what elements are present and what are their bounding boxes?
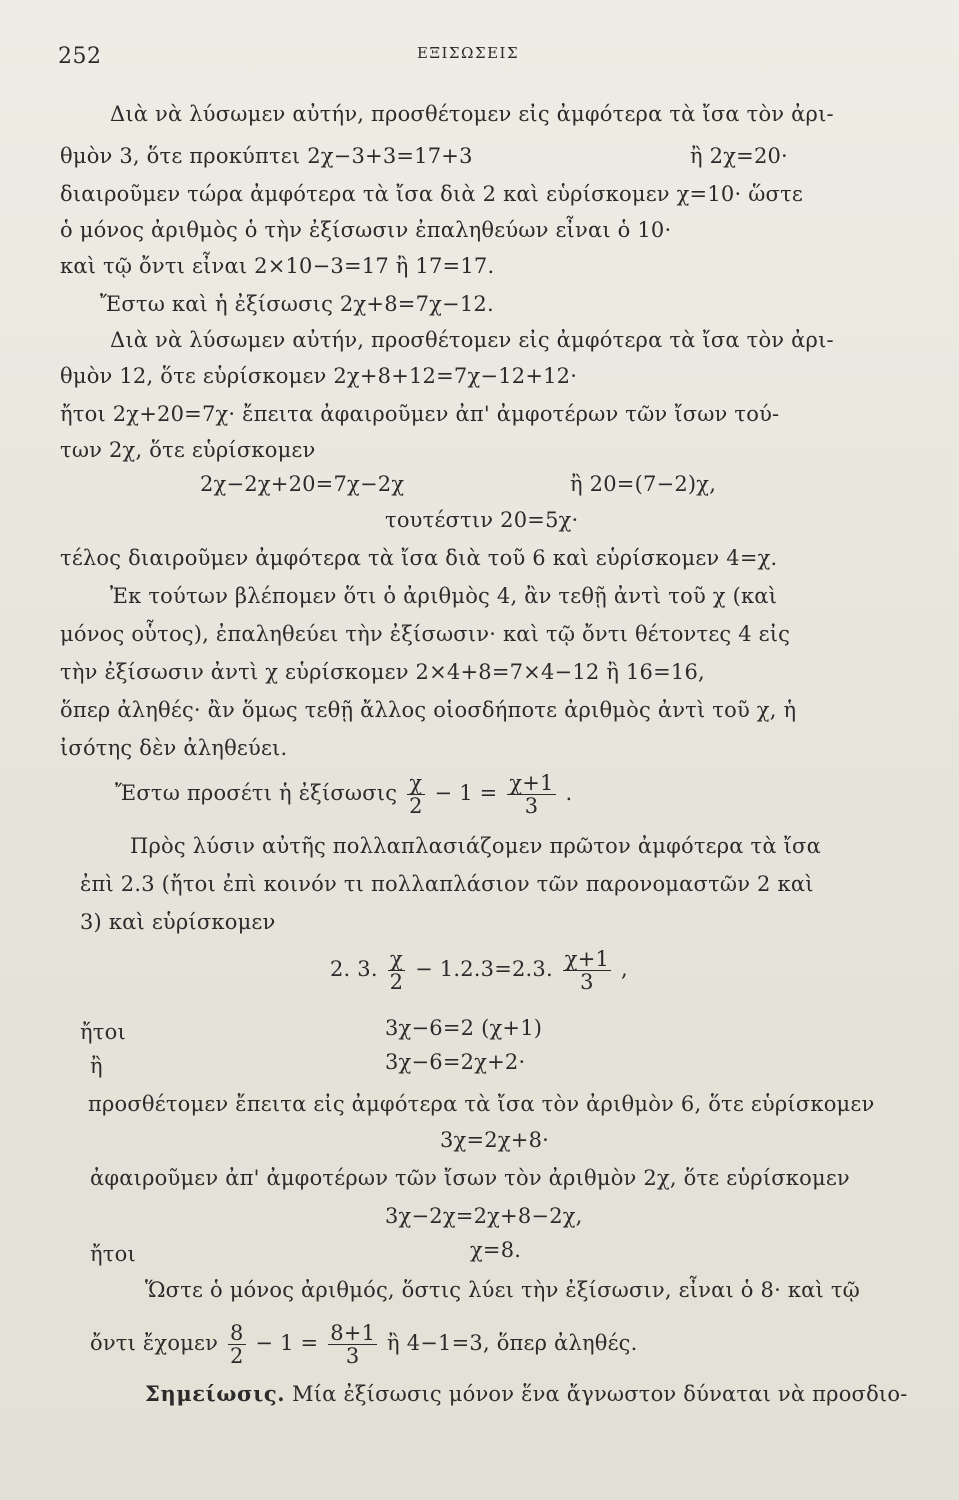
fraction-numerator: χ xyxy=(407,772,425,795)
fraction xyxy=(328,1322,377,1367)
text-line: Ἔστω καὶ ἡ ἐξίσωσις 2χ+8=7χ−12. xyxy=(100,292,494,316)
fraction-denominator: 2 xyxy=(229,1344,244,1368)
text-line: τέλος διαιροῦμεν ἀμφότερα τὰ ἴσα διὰ τοῦ 6 καὶ εὑρίσκομεν 4=χ. xyxy=(60,546,778,570)
equation-text: ὄντι ἔχομεν xyxy=(90,1331,219,1355)
fraction-numerator: χ+1 xyxy=(564,947,610,971)
text-line: διαιροῦμεν τώρα ἀμφότερα τὰ ἴσα διὰ 2 καὶ εὑρίσκομεν χ=10· ὥστε xyxy=(60,182,803,206)
text-line: Ὥστε ὁ μόνος ἀριθμός, ὅστις λύει τὴν ἐξίσωσιν, εἶναι ὁ 8· καὶ τῷ xyxy=(145,1278,860,1302)
text-line-part: ἢ 2χ=20· xyxy=(690,144,788,168)
text-line: Διὰ νὰ λύσωμεν αὐτήν, προσθέτομεν εἰς ἀμφότερα τὰ ἴσα τὸν ἀρι- xyxy=(110,328,834,352)
equation-line: χ=8. xyxy=(470,1238,522,1262)
fraction xyxy=(228,1322,246,1367)
equation-text: − 1.2.3=2.3. xyxy=(415,957,553,981)
equation-text: ἢ 4−1=3, ὅπερ ἀληθές. xyxy=(387,1331,638,1355)
equation-line: 3χ−6=2χ+2· xyxy=(385,1050,526,1074)
equation-line: τουτέστιν 20=5χ· xyxy=(385,508,579,532)
text-line: 3) καὶ εὑρίσκομεν xyxy=(80,910,276,934)
text-line-label: ἤτοι xyxy=(90,1242,136,1266)
equation-line: 3χ=2χ+8· xyxy=(440,1128,549,1152)
text-line xyxy=(60,142,473,170)
text-line: προσθέτομεν ἔπειτα εἰς ἀμφότερα τὰ ἴσα τὸν ἀριθμὸν 6, ὅτε εὑρίσκομεν xyxy=(88,1092,875,1116)
note-label: Σημείωσις. xyxy=(145,1381,286,1406)
note-text: Μία ἐξίσωσις μόνον ἕνα ἄγνωστον δύναται νὰ προσδιο- xyxy=(292,1382,908,1406)
fraction-numerator: 8 xyxy=(229,1321,244,1345)
fraction xyxy=(563,948,611,993)
fraction-denominator: 3 xyxy=(524,794,539,818)
text-line-label: ἢ xyxy=(90,1054,103,1078)
fraction-numerator: 8+1 xyxy=(330,1321,376,1345)
fraction xyxy=(388,948,406,993)
fraction-denominator: 2 xyxy=(409,794,423,818)
equation-text: − 1 = xyxy=(434,781,498,805)
equation-line: 2χ−2χ+20=7χ−2χ xyxy=(200,472,405,496)
equation-text: 2. 3. xyxy=(330,957,378,981)
fraction-denominator: 3 xyxy=(345,1344,360,1368)
fraction-numerator: χ+1 xyxy=(509,771,554,795)
text-line: Πρὸς λύσιν αὐτῆς πολλαπλασιάζομεν πρῶτον ἀμφότερα τὰ ἴσα xyxy=(130,834,821,858)
text-line: ἰσότης δὲν ἀληθεύει. xyxy=(60,736,288,760)
equation-text: , xyxy=(620,957,628,981)
text-line: ἀφαιροῦμεν ἀπ' ἀμφοτέρων τῶν ἴσων τὸν ἀριθμὸν 2χ, ὅτε εὑρίσκομεν xyxy=(90,1166,850,1190)
equation-text: Ἔστω προσέτι ἡ ἐξίσωσις xyxy=(115,781,398,805)
equation-line xyxy=(90,1322,638,1367)
text-line-part: θμὸν 3, ὅτε προκύπτει 2χ−3+3=17+3 xyxy=(60,144,473,168)
equation-text: . xyxy=(565,781,573,805)
equation-text: − 1 = xyxy=(255,1331,319,1355)
fraction-denominator: 3 xyxy=(580,970,594,994)
fraction-denominator: 2 xyxy=(389,970,404,994)
text-line: των 2χ, ὅτε εὑρίσκομεν xyxy=(60,438,316,462)
text-line: ἤτοι 2χ+20=7χ· ἔπειτα ἀφαιροῦμεν ἀπ' ἀμφοτέρων τῶν ἴσων τού- xyxy=(60,402,780,426)
text-line: τὴν ἐξίσωσιν ἀντὶ χ εὑρίσκομεν 2×4+8=7×4−12 ἢ 16=16, xyxy=(60,660,705,684)
fraction xyxy=(507,772,555,817)
text-line: μόνος οὗτος), ἐπαληθεύει τὴν ἐξίσωσιν· καὶ τῷ ὄντι θέτοντες 4 εἰς xyxy=(60,622,791,646)
equation-line: ἢ 20=(7−2)χ, xyxy=(570,472,717,496)
equation-line: 3χ−2χ=2χ+8−2χ, xyxy=(385,1204,583,1228)
text-line: ὁ μόνος ἀριθμὸς ὁ τὴν ἐξίσωσιν ἐπαληθεύων εἶναι ὁ 10· xyxy=(60,218,672,242)
text-line: θμὸν 12, ὅτε εὑρίσκομεν 2χ+8+12=7χ−12+12· xyxy=(60,364,578,388)
running-title: ΕΞΙΣΩΣΕΙΣ xyxy=(417,44,520,62)
fraction xyxy=(407,772,425,817)
note-line xyxy=(145,1380,908,1408)
text-line: Διὰ νὰ λύσωμεν αὐτήν, προσθέτομεν εἰς ἀμφότερα τὰ ἴσα τὸν ἀρι- xyxy=(110,102,834,126)
text-line: ἐπὶ 2.3 (ἤτοι ἐπὶ κοινόν τι πολλαπλάσιον τῶν παρονομαστῶν 2 καὶ xyxy=(80,872,814,896)
text-line: ὅπερ ἀληθές· ἂν ὅμως τεθῇ ἄλλος οἱοσδήποτε ἀριθμὸς ἀντὶ τοῦ χ, ἡ xyxy=(60,698,797,722)
text-line: Ἐκ τούτων βλέπομεν ὅτι ὁ ἀριθμὸς 4, ἂν τεθῇ ἀντὶ τοῦ χ (καὶ xyxy=(110,584,778,608)
fraction-numerator: χ xyxy=(388,948,406,971)
page-number: 252 xyxy=(58,44,102,69)
equation-line: 3χ−6=2 (χ+1) xyxy=(385,1016,543,1040)
equation-line xyxy=(330,948,628,993)
equation-line xyxy=(115,772,572,817)
text-line: καὶ τῷ ὄντι εἶναι 2×10−3=17 ἢ 17=17. xyxy=(60,254,495,278)
text-line-label: ἤτοι xyxy=(80,1020,126,1044)
